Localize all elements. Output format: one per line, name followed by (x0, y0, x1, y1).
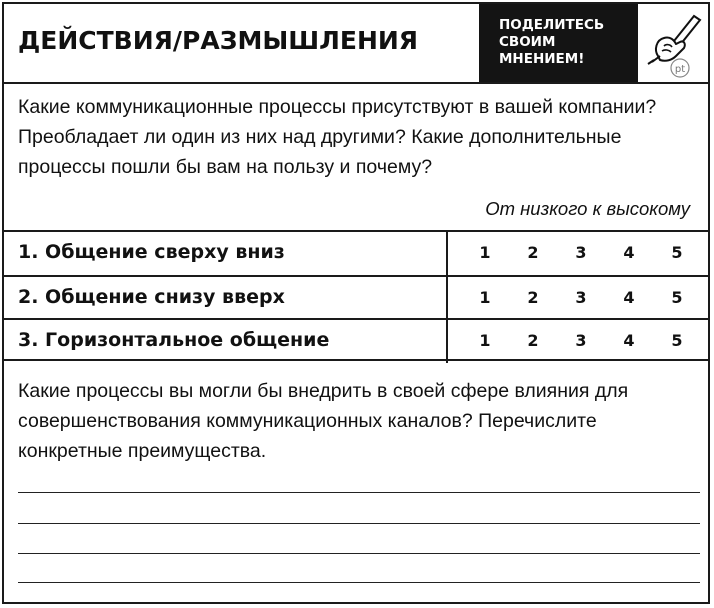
rating-option-1[interactable]: 1 (479, 288, 491, 307)
rating-option-2[interactable]: 2 (527, 331, 539, 350)
card-header (4, 4, 708, 84)
rating-row (4, 232, 708, 275)
share-line-3: МНЕНИЕМ! (499, 51, 585, 67)
writing-hand-icon (640, 10, 706, 80)
share-line-1: ПОДЕЛИТЕСЬ (499, 17, 605, 33)
question-communication-processes: Какие коммуникационные процессы присутствуют в вашей компании? Преобладает ли один из них над другими? Какие дополнительные процессы пошли бы вам на пользу и почему? (18, 96, 657, 178)
answer-line[interactable] (18, 523, 700, 524)
rating-option-4[interactable]: 4 (623, 331, 635, 350)
answer-line[interactable] (18, 582, 700, 583)
row-divider (446, 232, 448, 275)
card-title: ДЕЙСТВИЯ/РАЗМЫШЛЕНИЯ (18, 26, 419, 55)
rating-option-5[interactable]: 5 (671, 331, 683, 350)
rating-row-label: 1. Общение сверху вниз (18, 241, 285, 263)
share-line-2: СВОИМ (499, 34, 556, 50)
answer-line[interactable] (18, 553, 700, 554)
rating-option-5[interactable]: 5 (671, 288, 683, 307)
row-divider (446, 277, 448, 320)
rating-row (4, 275, 708, 320)
rating-option-2[interactable]: 2 (527, 288, 539, 307)
rating-option-3[interactable]: 3 (575, 288, 587, 307)
share-opinion-badge (479, 4, 638, 82)
rating-row-label: 3. Горизонтальное общение (18, 329, 330, 351)
rating-option-1[interactable]: 1 (479, 243, 491, 262)
rating-row-label: 2. Общение снизу вверх (18, 286, 285, 308)
row-divider (446, 320, 448, 363)
rating-option-2[interactable]: 2 (527, 243, 539, 262)
scale-label: От низкого к высокому (485, 198, 690, 219)
rating-option-3[interactable]: 3 (575, 243, 587, 262)
rating-option-4[interactable]: 4 (623, 288, 635, 307)
question-improvement-processes: Какие процессы вы могли бы внедрить в своей сфере влияния для совершенствования коммуникационных каналов? Перечислите конкретные преимущества. (18, 380, 629, 462)
icon-caption: pt (674, 64, 686, 75)
rating-option-1[interactable]: 1 (479, 331, 491, 350)
rating-option-5[interactable]: 5 (671, 243, 683, 262)
rating-table (4, 230, 708, 361)
rating-row (4, 318, 708, 363)
reflection-card (2, 2, 710, 604)
rating-option-3[interactable]: 3 (575, 331, 587, 350)
answer-line[interactable] (18, 492, 700, 493)
rating-option-4[interactable]: 4 (623, 243, 635, 262)
